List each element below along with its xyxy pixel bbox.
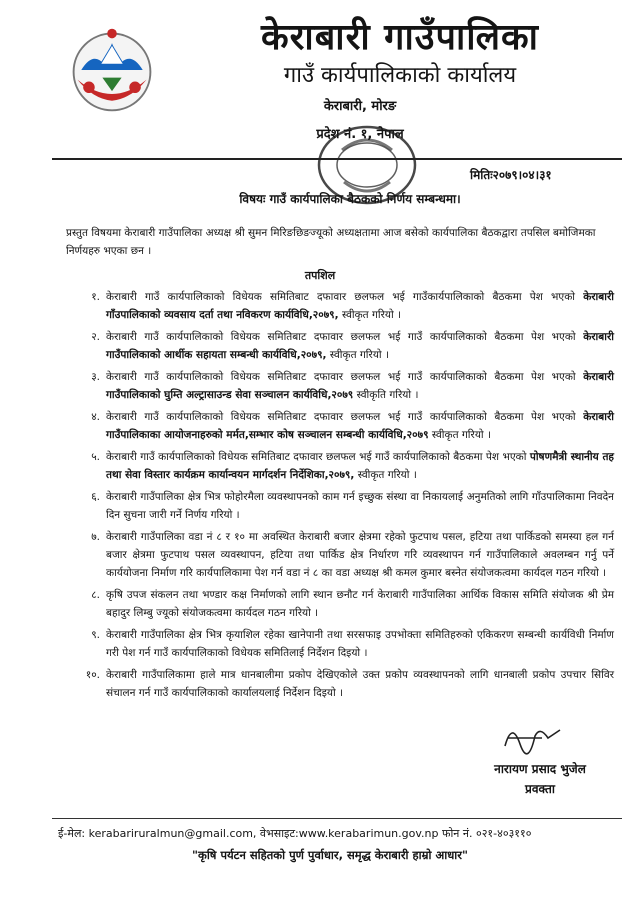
office-subtitle: गाउँ कार्यपालिकाको कार्यालय: [283, 63, 517, 88]
item-number: ६.: [91, 491, 100, 503]
decision-item: [66, 666, 614, 702]
item-text: केराबारी गाउँ कार्यपालिकाको विधेयक समितिबाट दफावार छलफल भई गाउँकार्यपालिकाको बैठकमा पेश भएको केराबारी गाँउपालिकाको व्यवसाय दर्ता तथा नविकरण कार्यविधि,२०७९, स्वीकृत गरियो ।: [106, 291, 614, 321]
item-number: २.: [91, 331, 100, 343]
letter-subject: विषयः गाउँ कार्यपालिका बैठकको निर्णय सम्बन्धमा।: [239, 192, 461, 206]
item-text: केराबारी गाउँ कार्यपालिकाको विधेयक समितिबाट दफावार छलफल भई गाउँ कार्यपालिकाको बैठकमा पेश भएको केराबारी गाउँपालिकाको घुम्ति अल्ट्रासाउन्ड सेवा सञ्चालन कार्यविधि,२०७९ स्वीकृति गरियो ।: [106, 371, 614, 401]
item-text: केराबारी गाउँपालिका वडा नं ८ र १० मा अवस्थित केराबारी बजार क्षेत्रमा रहेको फुटपाथ पसल, हटिया तथा पार्किडको समस्या हल गर्न बजार क्षेत्रमा फुटपाथ पसल व्यवस्थापन, हटिया तथा पार्किड क्षेत्र निर्धारण गरि व्यवस्थापन गर्न गाउँपालिकाले अवलम्बन गर्नु पर्ने कार्ययोजना निर्माण गरि कार्यपालिकामा पेश गर्न वडा नं ८ का वडा अध्यक्ष श्री कमल कुमार बस्नेत संयोजकत्वमा कार्यदल गठन गरियो ।: [106, 531, 614, 579]
item-number: १.: [91, 291, 100, 303]
decision-item: [66, 328, 614, 364]
item-text: केराबारी गाउँ कार्यपालिकाको विधेयक समितिबाट दफावार छलफल भई गाउँ कार्यपालिकाको बैठकमा पेश भएको पोषणमैत्री स्थानीय तह तथा सेवा विस्तार कार्यक्रम कार्यान्वयन मार्गदर्शन निर्देशिका,२०७९, स्वीकृत गरियो ।: [106, 451, 615, 481]
decision-item: [66, 288, 614, 324]
decision-item: [66, 528, 614, 582]
item-number: ४.: [91, 411, 100, 423]
decision-item: [66, 626, 614, 662]
item-number: ९.: [91, 629, 100, 641]
footer-motto: "कृषि पर्यटन सहितको पुर्ण पुर्वाधार, समृद्ध केराबारी हाम्रो आधार": [192, 848, 468, 862]
item-number: ३.: [91, 371, 100, 383]
handwritten-signature: [500, 716, 570, 756]
item-number: १०.: [85, 669, 100, 681]
footer-contact: ई-मेल: kerabariruralmun@gmail.com, वेभसाइट:www.kerabarimun.gov.np फोन नं. ०२१-४०३११०: [58, 827, 532, 840]
item-number: ५.: [91, 451, 100, 463]
office-title: केराबारी गाउँपालिका: [261, 17, 539, 58]
decision-item: [66, 488, 614, 524]
item-text: केराबारी गाउँ कार्यपालिकाको विधेयक समितिबाट दफावार छलफल भई गाउँ कार्यपालिकाको बैठकमा पेश भएको केराबारी गाउँपालिकाको आर्थीक सहायता सम्बन्धी कार्यविधि,२०७९, स्वीकृत गरियो ।: [106, 331, 614, 361]
signatory-role: प्रवक्ता: [525, 782, 555, 796]
item-text: केराबारी गाउँपालिका क्षेत्र भित्र फोहोरमैला व्यवस्थापनको काम गर्न इच्छुक संस्था वा निकायलाई अनुमतिको लागि गाँउपालिकामा निवदेन दिन सुचना जारी गर्ने निर्णय गरियो ।: [106, 491, 614, 521]
item-text: केराबारी गाउँपालिकामा हाले मात्र धानबालीमा प्रकोप देखिएकोले उक्त प्रकोप व्यवस्थापनको लागि धानबाली प्रकोप उपचार सिविर संचालन गर्न गाउँ कार्यपालिकाको कार्यालयलाई निर्देशन दिइयो ।: [106, 669, 614, 699]
nepal-emblem-logo: [64, 22, 160, 118]
decision-item: [66, 586, 614, 622]
decision-item: [66, 408, 614, 444]
footer-divider: [52, 818, 622, 819]
item-text: कृषि उपज संकलन तथा भण्डार कक्ष निर्माणको लागि स्थान छनौट गर्न केराबारी गाउँपालिका आर्थिक विकास समिति संयोजक श्री प्रेम बहादुर लिम्बु ज्यूको संयोजकत्वमा कार्यदल गठन गरियो ।: [106, 589, 614, 619]
signatory-name: नारायण प्रसाद भुजेल: [494, 762, 586, 776]
decision-item: [66, 368, 614, 404]
letter-date: मितिः२०७९।०४।३१: [470, 168, 552, 182]
item-text: केराबारी गाउँपालिका क्षेत्र भित्र कृयाशिल रहेका खानेपानी तथा सरसफाइ उपभोक्ता समितिहरुको एकिकरण सम्बन्धी कार्यविधी निर्माण गरी पेश गर्न गाउँ कार्यपालिकाको विधेयक समितिलाई निर्देशन दिइयो ।: [106, 629, 614, 659]
decision-list: [66, 288, 614, 706]
decision-item: [66, 448, 614, 484]
intro-paragraph: प्रस्तुत विषयमा केराबारी गाउँपालिका अध्यक्ष श्री सुमन मिरिङछिङज्यूको अध्यक्षतामा आज बसेको कार्यपालिका बैठकद्वारा तपसिल बमोजिमका निर्णयहरु भएका छन ।: [66, 227, 596, 257]
office-province: प्रदेश नं. १, नेपाल: [316, 127, 404, 142]
item-number: ८.: [91, 589, 100, 601]
header-divider: [52, 158, 622, 160]
item-text: केराबारी गाउँ कार्यपालिकाको विधेयक समितिबाट दफावार छलफल भई गाउँ कार्यपालिकाको बैठकमा पेश भएको केराबारी गाउँपालिकाका आयोजनाहरुको मर्मत,सम्भार कोष सञ्चालन सम्बन्धी कार्यविधि,२०७९ स्वीकृत गरियो ।: [106, 411, 614, 441]
item-number: ७.: [91, 531, 100, 543]
office-place: केराबारी, मोरङ: [323, 99, 397, 114]
tapasil-heading: तपशिल: [304, 269, 336, 282]
